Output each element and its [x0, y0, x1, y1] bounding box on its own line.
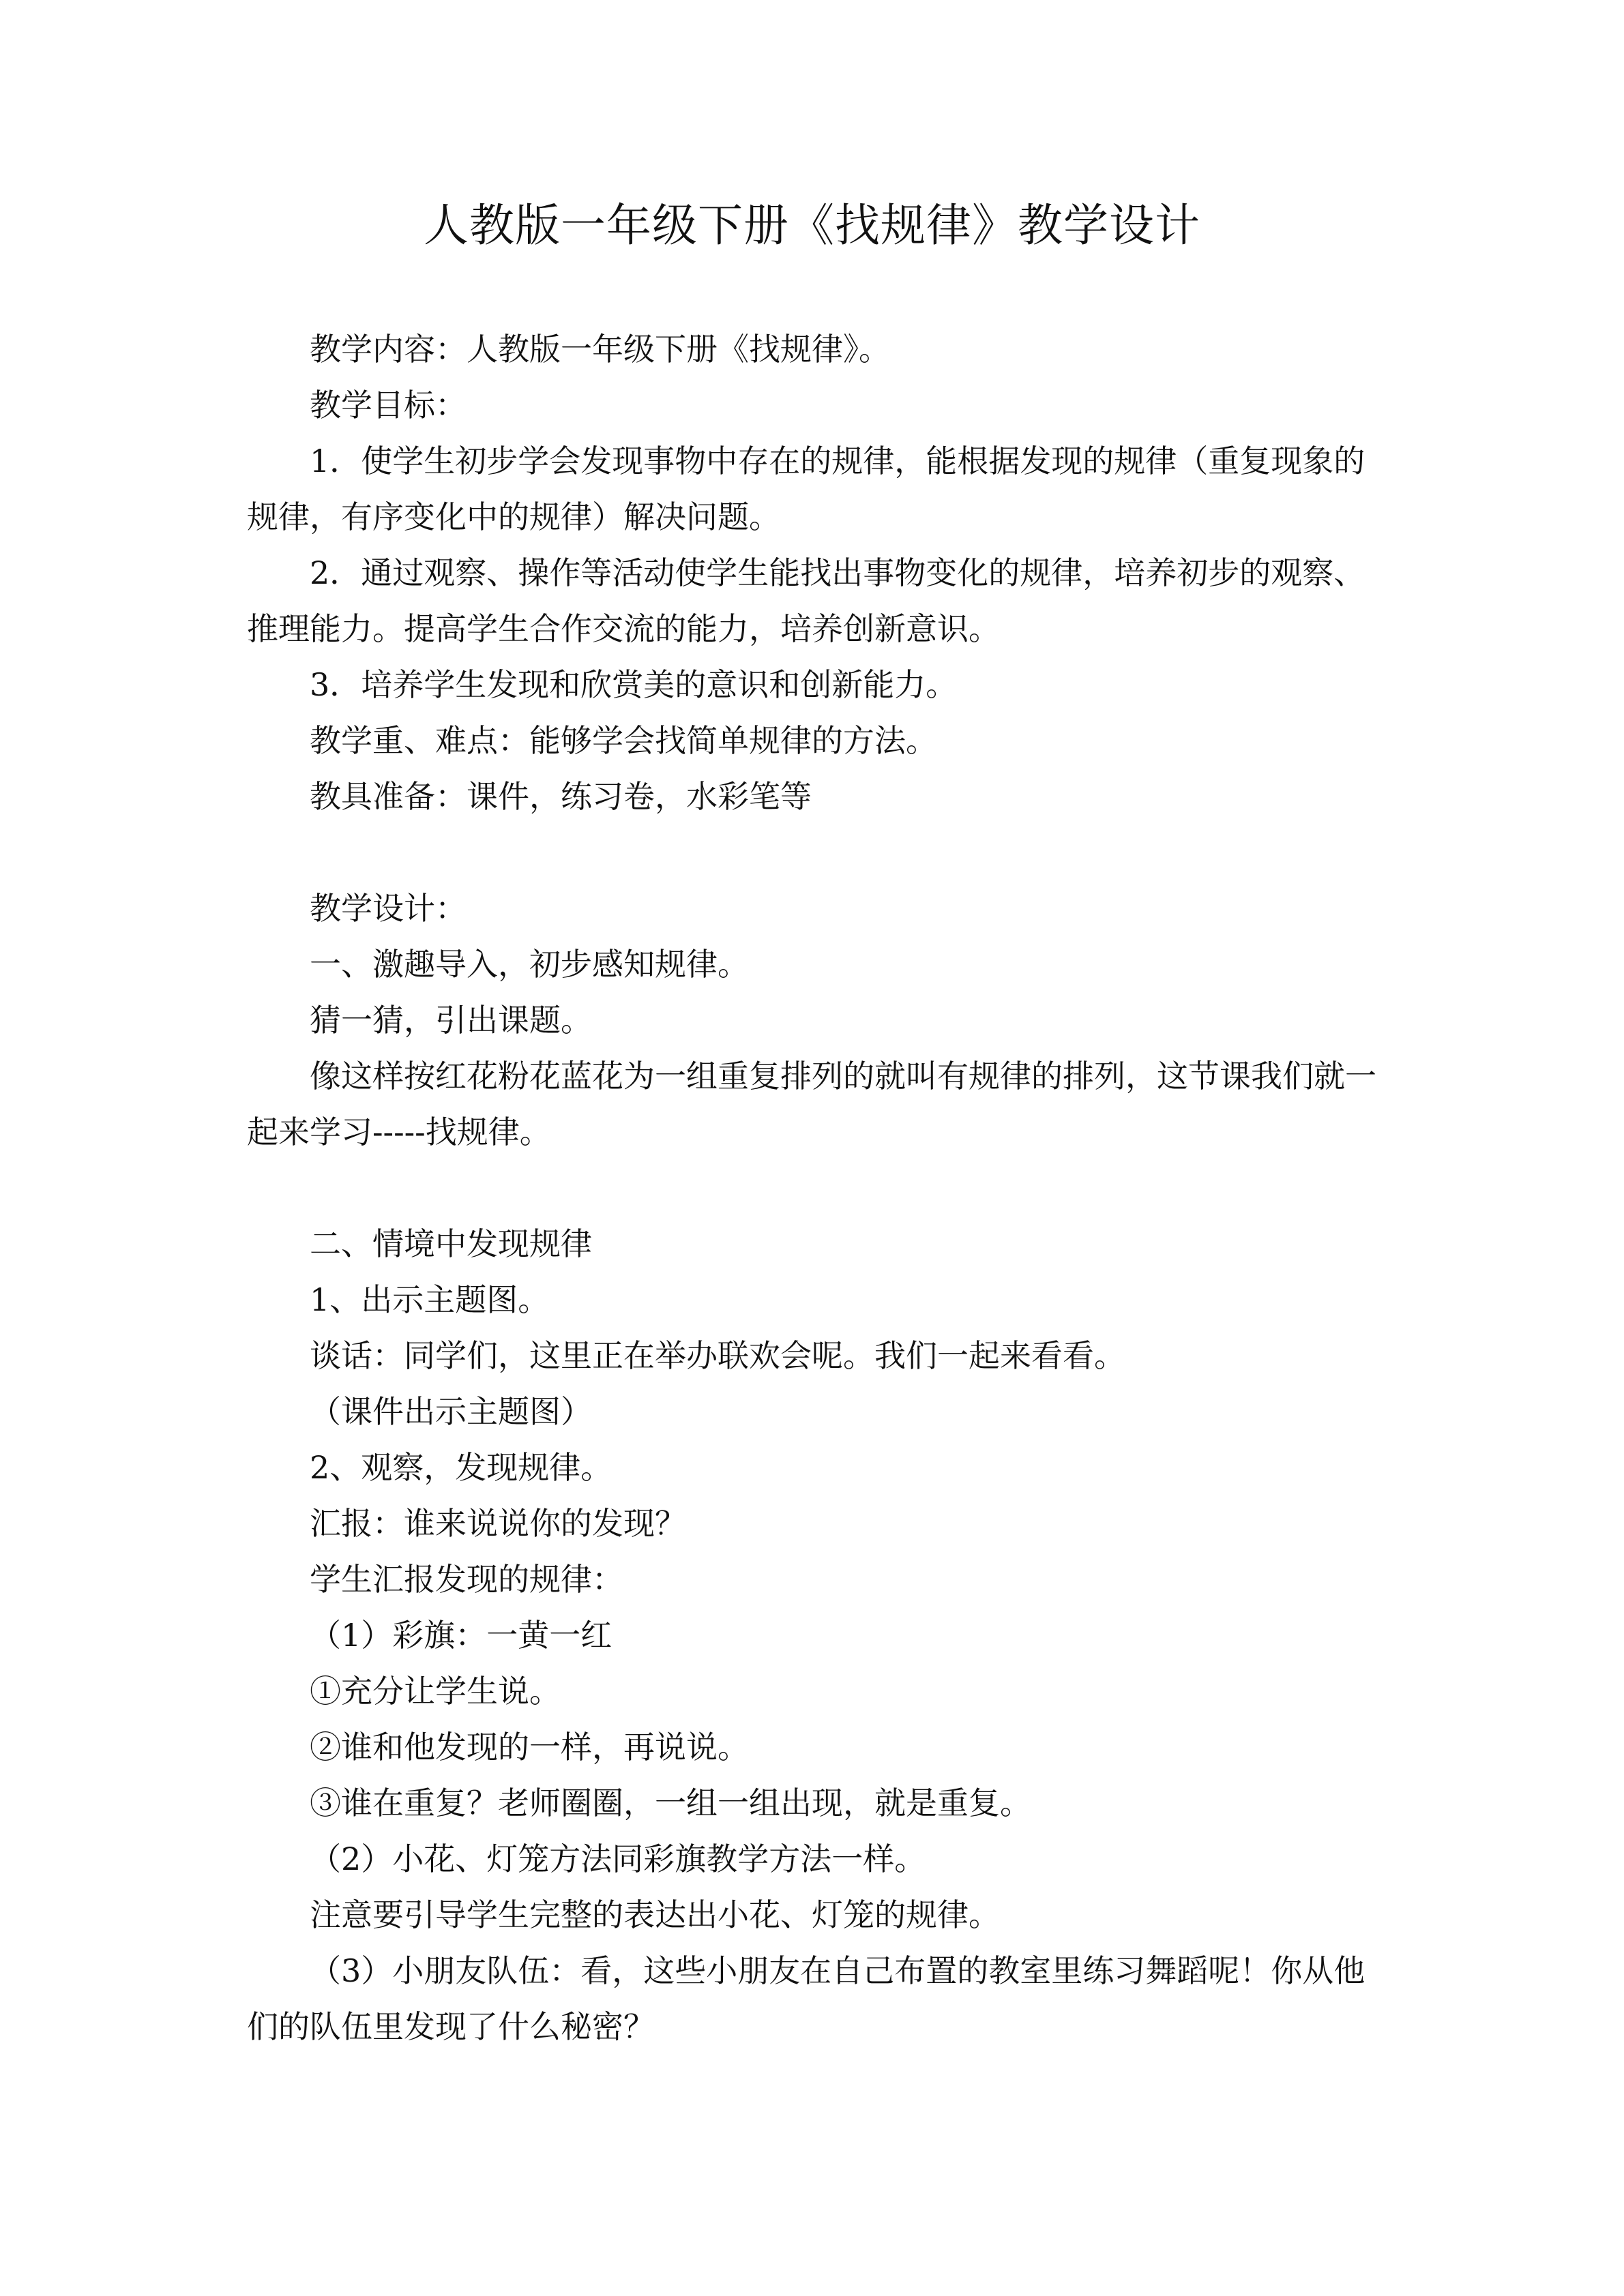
flags-step-1: ①充分让学生说。: [310, 1673, 561, 1710]
goal-2: 2．通过观察、操作等活动使学生能找出事物变化的规律，培养初步的观察、推理能力。提高学生合作交流的能力，培养创新意识。: [247, 554, 1365, 647]
guess-topic: 猜一猜，引出课题。: [310, 1002, 592, 1039]
pattern-intro: 像这样按红花粉花蓝花为一组重复排列的就叫有规律的排列，这节课我们就一起来学习-----找规律。: [247, 1058, 1376, 1150]
teaching-goals-heading: 教学目标：: [310, 387, 467, 423]
flowers-lanterns: （2）小花、灯笼方法同彩旗教学方法一样。: [310, 1840, 926, 1877]
flags-pattern: （1）彩旗：一黄一红: [310, 1617, 612, 1654]
student-report-heading: 学生汇报发现的规律：: [310, 1561, 623, 1598]
design-heading: 教学设计：: [310, 890, 467, 927]
teacher-talk: 谈话：同学们，这里正在举办联欢会呢。我们一起来看看。: [310, 1337, 1125, 1374]
blank-line: [247, 824, 1391, 880]
goal-1: 1．使学生初步学会发现事物中存在的规律，能根据发现的规律（重复现象的规律，有序变化中的规律）解决问题。: [247, 443, 1365, 535]
flags-step-3: ③谁在重复？老师圈圈，一组一组出现，就是重复。: [310, 1785, 1031, 1821]
teaching-content: 教学内容：人教版一年级下册《找规律》。: [310, 331, 890, 368]
show-theme-picture: 1、出示主题图。: [310, 1281, 550, 1318]
goal-3: 3．培养学生发现和欣赏美的意识和创新能力。: [310, 666, 958, 703]
flags-step-2: ②谁和他发现的一样，再说说。: [310, 1729, 749, 1765]
section-2-heading: 二、情境中发现规律: [310, 1225, 592, 1262]
section-1-heading: 一、激趣导入，初步感知规律。: [310, 946, 749, 983]
guidance-note: 注意要引导学生完整的表达出小花、灯笼的规律。: [310, 1896, 1000, 1933]
report-question: 汇报：谁来说说你的发现？: [310, 1505, 686, 1542]
observe-pattern: 2、观察，发现规律。: [310, 1449, 612, 1486]
teaching-tools: 教具准备：课件，练习卷，水彩笔等: [310, 778, 812, 815]
document-title: 人教版一年级下册《找规律》教学设计: [424, 199, 1200, 252]
key-difficulty: 教学重、难点：能够学会找简单规律的方法。: [310, 722, 937, 759]
blank-line: [247, 1160, 1391, 1216]
document-body: [247, 321, 1391, 2055]
children-team: （3）小朋友队伍：看，这些小朋友在自己布置的教室里练习舞蹈呢！你从他们的队伍里发现了什么秘密？: [247, 1952, 1365, 2045]
courseware-note: （课件出示主题图）: [310, 1393, 592, 1430]
